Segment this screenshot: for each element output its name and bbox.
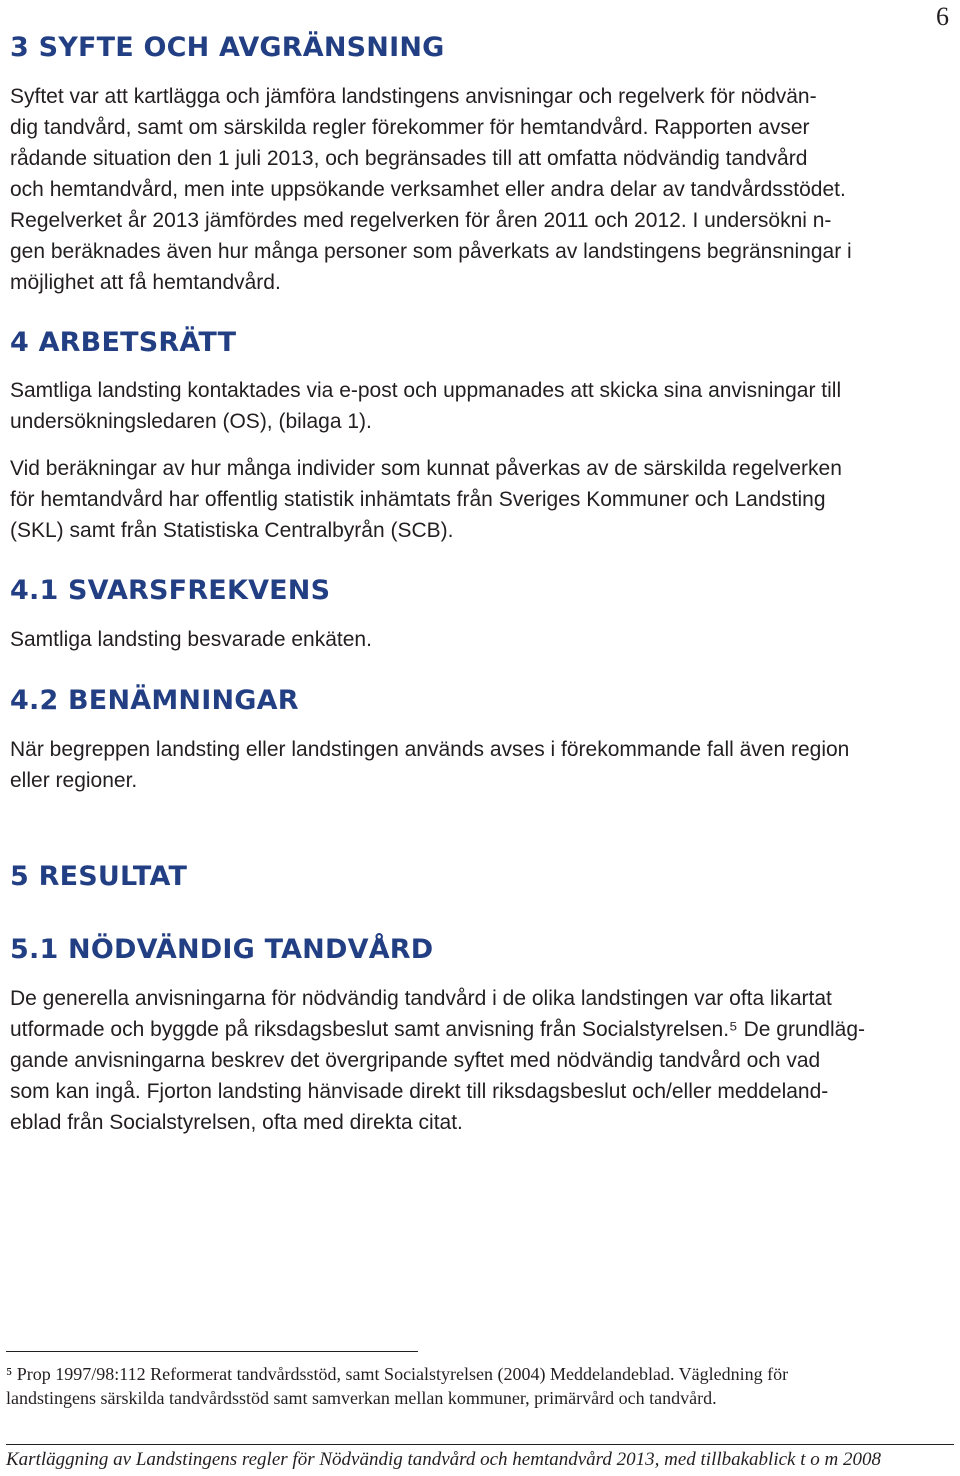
paragraph-line: Vid beräkningar av hur många individer som kunnat påverkas av de särskilda regelverken [10,457,842,480]
paragraph-arbetsratt-2 [10,453,950,546]
paragraph-line: möjlighet att få hemtandvård. [10,271,281,294]
footnote-line: landstingens särskilda tandvårdsstöd samt samverkan mellan kommuner, primärvård och tandvård. [6,1388,717,1408]
paragraph-line: När begreppen landsting eller landstingen används avses i förekommande fall även region [10,738,850,761]
paragraph-line: och hemtandvård, men inte uppsökande verksamhet eller andra delar av tandvårdsstödet. [10,178,846,201]
footnote-line: ⁵ Prop 1997/98:112 Reformerat tandvårdsstöd, samt Socialstyrelsen (2004) Meddelandeblad. Vägledning för [6,1364,789,1384]
heading-syfte-och-avgransning: 3 SYFTE OCH AVGRÄNSNING [10,32,445,63]
paragraph-line: undersökningsledaren (OS), (bilaga 1). [10,410,372,433]
paragraph-line: gen beräknades även hur många personer som påverkats av landstingens begränsningar i [10,240,852,263]
footnote [6,1362,952,1410]
paragraph-line: Samtliga landsting besvarade enkäten. [10,628,372,651]
paragraph-line: Regelverket år 2013 jämfördes med regelverken för åren 2011 och 2012. I undersökni n- [10,209,832,232]
paragraph-line: eblad från Socialstyrelsen, ofta med direkta citat. [10,1111,463,1134]
paragraph-line: utformade och byggde på riksdagsbeslut samt anvisning från Socialstyrelsen.⁵ De grundläg- [10,1018,866,1041]
heading-arbetsratt: 4 ARBETSRÄTT [10,327,237,358]
paragraph-line: dig tandvård, samt om särskilda regler förekommer för hemtandvård. Rapporten avser [10,116,810,139]
paragraph-benamningar [10,734,950,796]
footnote-divider [6,1351,418,1352]
paragraph-arbetsratt-1 [10,375,950,437]
page-footer: Kartläggning av Landstingens regler för Nödvändig tandvård och hemtandvård 2013, med tillbakablick t o m 2008 [6,1449,881,1470]
paragraph-line: Samtliga landsting kontaktades via e-post och uppmanades att skicka sina anvisningar till [10,379,842,402]
paragraph-line: gande anvisningarna beskrev det övergripande syftet med nödvändig tandvård och vad [10,1049,821,1072]
paragraph-line: för hemtandvård har offentlig statistik inhämtats från Sveriges Kommuner och Landsting [10,488,826,511]
heading-nodvandig-tandvard: 5.1 NÖDVÄNDIG TANDVÅRD [10,934,434,965]
paragraph-svarsfrekvens [10,624,950,655]
paragraph-line: eller regioner. [10,769,138,792]
paragraph-line: rådande situation den 1 juli 2013, och begränsades till att omfatta nödvändig tandvård [10,147,808,170]
paragraph-line: som kan ingå. Fjorton landsting hänvisade direkt till riksdagsbeslut och/eller meddeland- [10,1080,829,1103]
paragraph-line: De generella anvisningarna för nödvändig tandvård i de olika landstingen var ofta likartat [10,987,832,1010]
heading-svarsfrekvens: 4.1 SVARSFREKVENS [10,575,331,606]
paragraph-line: Syftet var att kartlägga och jämföra landstingens anvisningar och regelverk för nödvän- [10,85,817,108]
heading-resultat: 5 RESULTAT [10,861,188,892]
footer-divider [6,1444,954,1445]
page-number: 6 [936,2,949,31]
paragraph-line: (SKL) samt från Statistiska Centralbyrån (SCB). [10,519,454,542]
paragraph-syfte [10,81,950,298]
paragraph-nodvandig-tandvard [10,983,950,1138]
heading-benamningar: 4.2 BENÄMNINGAR [10,685,299,716]
